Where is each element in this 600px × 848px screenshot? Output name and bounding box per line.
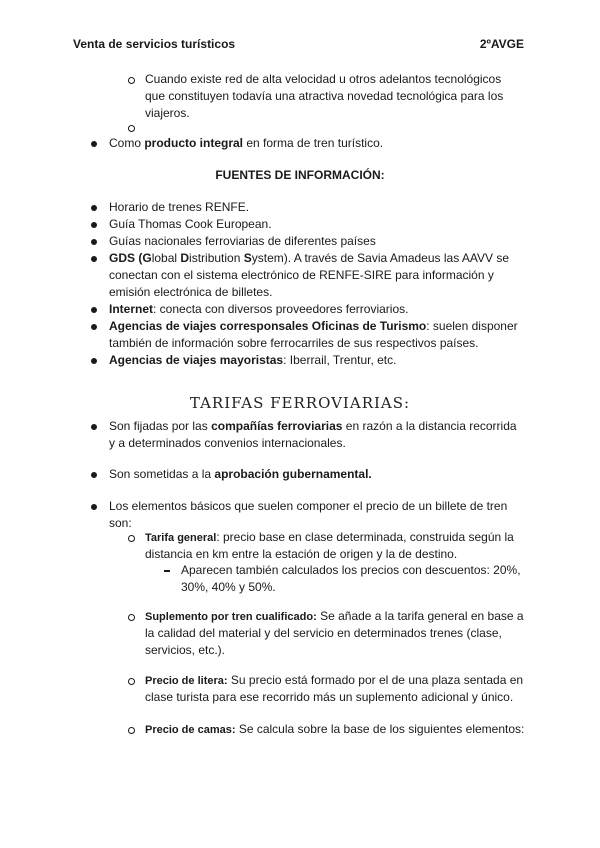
sub-bullet	[128, 125, 135, 132]
bold-text: producto integral	[144, 136, 244, 150]
bold-text: Internet	[109, 302, 154, 316]
bold-text: G	[109, 251, 119, 265]
text: : Iberrail, Trentur, etc.	[283, 353, 397, 367]
list-item	[109, 466, 372, 483]
sub-item	[145, 529, 514, 547]
dash-bullet	[164, 570, 170, 572]
bullet	[91, 239, 97, 245]
sub-bullet	[128, 535, 135, 542]
text-line: conectan con el sistema electrónico de RENFE-SIRE para información y	[109, 268, 494, 282]
list-item: Horario de trenes RENFE.	[109, 200, 250, 214]
bold-text: Suplemento por tren cualificado:	[145, 611, 317, 623]
bold-text: S	[243, 251, 252, 265]
bold-text: Precio de litera:	[145, 675, 228, 687]
sub-item	[145, 608, 524, 626]
bold-text: compañías ferroviarias	[211, 419, 343, 433]
text: Se añade a la tarifa general en base a	[316, 609, 524, 623]
text-line: que constituyen todavía una atractiva novedad tecnológica para los	[145, 89, 504, 103]
sub-bullet	[128, 614, 135, 621]
section-title-fuentes: FUENTES DE INFORMACIÓN:	[215, 168, 385, 182]
text-line: la calidad del material y del servicio en determinados trenes (clase,	[145, 626, 502, 640]
list-item	[109, 135, 383, 152]
header-course: 2ºAVGE	[479, 37, 524, 51]
text: en forma de tren turístico.	[243, 136, 384, 150]
text-line: Cuando existe red de alta velocidad u otros adelantos tecnológicos	[145, 72, 502, 86]
sub-bullet	[128, 77, 135, 84]
list-item: Los elementos básicos que suelen componer el precio de un billete de tren	[109, 499, 508, 513]
text-line: 30%, 40% y 50%.	[181, 580, 276, 594]
text-line: también de información sobre ferrocarriles de sus respectivos países.	[109, 336, 479, 350]
bullet	[91, 324, 97, 330]
sub-sub-item: Aparecen también calculados los precios con descuentos: 20%,	[181, 563, 521, 577]
bullet	[91, 472, 97, 478]
sub-bullet	[128, 727, 135, 734]
bullet	[91, 307, 97, 313]
list-item	[109, 318, 518, 335]
bold-text: Agencias de viajes mayoristas	[109, 353, 284, 367]
text: Son sometidas a la	[109, 467, 215, 481]
header-title: Venta de servicios turísticos	[73, 37, 236, 51]
text: Se calcula sobre la base de los siguientes elementos:	[235, 722, 525, 736]
list-item	[109, 301, 408, 318]
bullet	[91, 141, 97, 147]
text: Como	[109, 136, 145, 150]
bullet	[91, 256, 97, 262]
text: en razón a la distancia recorrida	[342, 419, 517, 433]
list-item-gds	[109, 250, 509, 267]
text: : conecta con diversos proveedores ferroviarios.	[153, 302, 409, 316]
section-title-tarifas: TARIFAS FERROVIARIAS:	[189, 394, 411, 412]
text: istribution	[189, 251, 244, 265]
bold-text: DS (	[118, 251, 143, 265]
text: : precio base en clase determinada, construida según la	[216, 530, 514, 544]
text-line: clase turista para ese recorrido más un suplemento adicional y único.	[145, 690, 514, 704]
bold-text: G	[142, 251, 152, 265]
text: : suelen disponer	[426, 319, 518, 333]
bold-text: Agencias de viajes corresponsales Oficinas de Turismo	[109, 319, 427, 333]
text: ystem). A través de Savia Amadeus las AAVV se	[251, 251, 510, 265]
sub-item	[145, 672, 523, 690]
text: Su precio está formado por el de una plaza sentada en	[227, 673, 524, 687]
sub-bullet	[128, 678, 135, 685]
bullet	[91, 205, 97, 211]
bullet	[91, 222, 97, 228]
list-item: Guías nacionales ferroviarias de diferentes países	[109, 234, 376, 248]
bold-text: Tarifa general	[145, 532, 217, 544]
list-item: Guía Thomas Cook European.	[109, 217, 272, 231]
list-item	[109, 418, 517, 435]
text-line: servicios, etc.).	[145, 643, 226, 657]
bullet	[91, 424, 97, 430]
text-line: distancia en km entre la estación de origen y la de destino.	[145, 547, 458, 561]
text-line: emisión electrónica de billetes.	[109, 285, 273, 299]
bullet	[91, 358, 97, 364]
bullet	[91, 504, 97, 510]
text-line: y a determinados convenios internacionales.	[109, 436, 346, 450]
bold-text: aprobación gubernamental.	[214, 467, 372, 481]
list-item	[109, 352, 396, 369]
text: Son fijadas por las	[109, 419, 212, 433]
sub-item	[145, 721, 524, 739]
text-line: son:	[109, 516, 132, 530]
text-line: viajeros.	[145, 106, 190, 120]
bold-text: Precio de camas:	[145, 724, 236, 736]
text: lobal	[151, 251, 181, 265]
bold-text: D	[180, 251, 190, 265]
